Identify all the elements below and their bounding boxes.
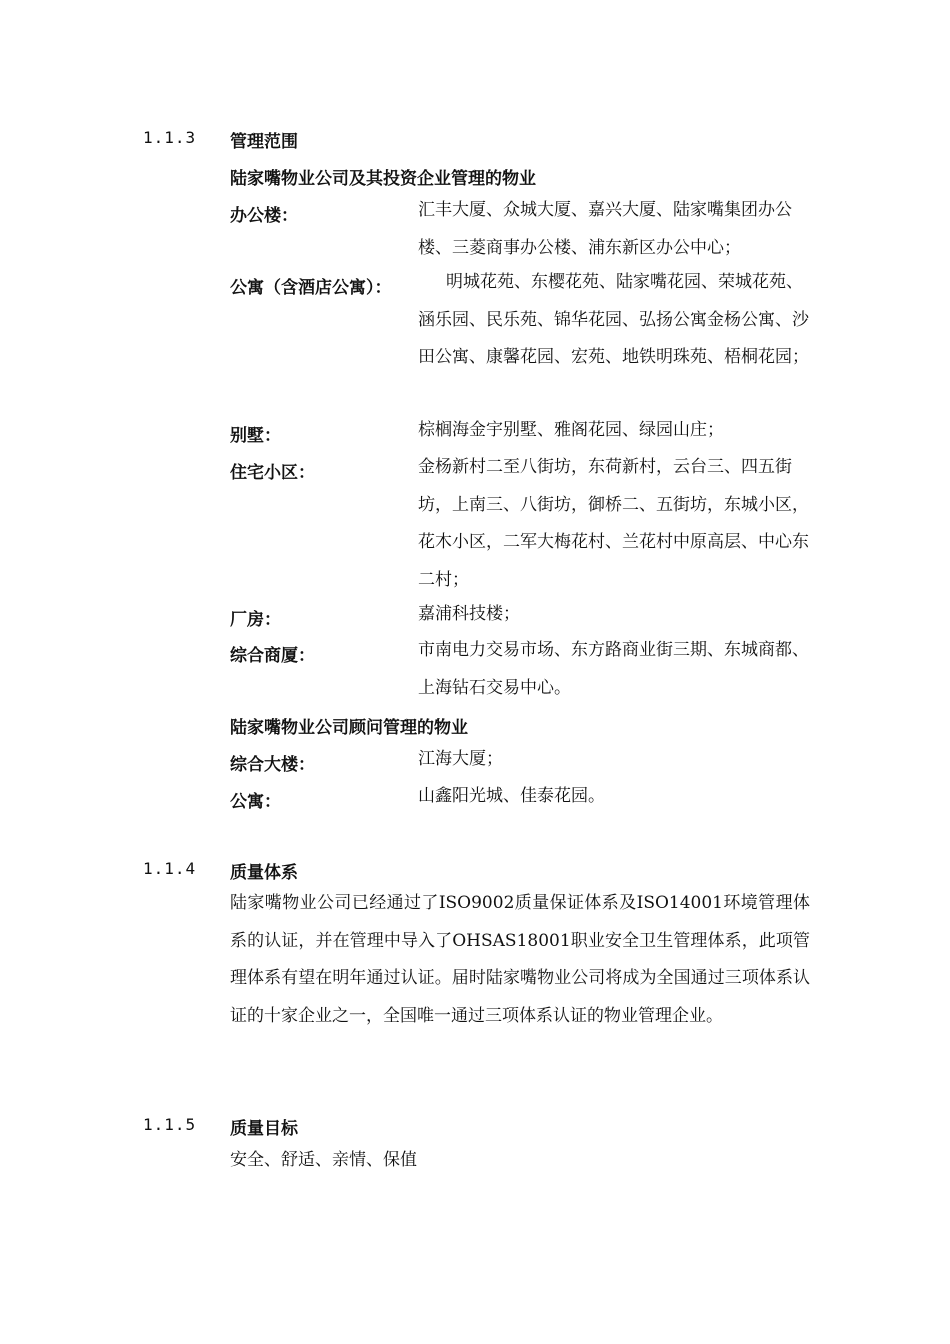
property-label: 办公楼： <box>230 206 298 226</box>
property-label: 厂房： <box>230 610 281 630</box>
property-label: 公寓（含酒店公寓）： <box>230 278 392 298</box>
quality-system-paragraph: 陆家嘴物业公司已经通过了ISO9002质量保证体系及ISO14001环境管理体系的认证，并在管理中导入了OHSAS18001职业安全卫生管理体系，此项管理体系有望在明年通过认证。届时陆家嘴物业公司将成为全国通过三项体系认证的十家企业之一，全国唯一通过三项体系认证的物业管理企业。 <box>230 893 810 1026</box>
quality-goal-text: 安全、舒适、亲情、保值 <box>230 1150 417 1170</box>
property-value: 棕榈海金宇别墅、雅阁花园、绿园山庄； <box>418 420 724 440</box>
property-value: 汇丰大厦、众城大厦、嘉兴大厦、陆家嘴集团办公楼、三菱商事办公楼、浦东新区办公中心； <box>418 200 792 258</box>
property-value: 明城花苑、东樱花苑、陆家嘴花园、荣城花苑、涵乐园、民乐苑、锦华花园、弘扬公寓金杨公寓、沙田公寓、康馨花园、宏苑、地铁明珠苑、梧桐花园； <box>418 272 809 367</box>
section-title: 质量体系 <box>230 863 298 883</box>
property-label: 综合大楼： <box>230 755 315 775</box>
property-value: 市南电力交易市场、东方路商业街三期、东城商都、上海钻石交易中心。 <box>418 640 809 698</box>
group-title: 陆家嘴物业公司顾问管理的物业 <box>230 718 468 738</box>
property-label: 综合商厦： <box>230 646 315 666</box>
group-title: 陆家嘴物业公司及其投资企业管理的物业 <box>230 169 536 189</box>
section-number: 1.1.3 <box>143 128 197 147</box>
property-label: 别墅： <box>230 426 281 446</box>
section-number: 1.1.5 <box>143 1115 197 1134</box>
property-value: 金杨新村二至八街坊，东荷新村，云台三、四五街坊，上南三、八街坊，御桥二、五街坊，东城小区，花木小区，二军大梅花村、兰花村中原高层、中心东二村； <box>418 457 809 590</box>
section-title: 管理范围 <box>230 132 298 152</box>
property-value: 山鑫阳光城、佳泰花园。 <box>418 786 605 806</box>
property-value: 江海大厦； <box>418 749 503 769</box>
section-number: 1.1.4 <box>143 859 197 878</box>
property-value: 嘉浦科技楼； <box>418 604 520 624</box>
section-title: 质量目标 <box>230 1119 298 1139</box>
property-label: 公寓： <box>230 792 281 812</box>
property-label: 住宅小区： <box>230 463 315 483</box>
